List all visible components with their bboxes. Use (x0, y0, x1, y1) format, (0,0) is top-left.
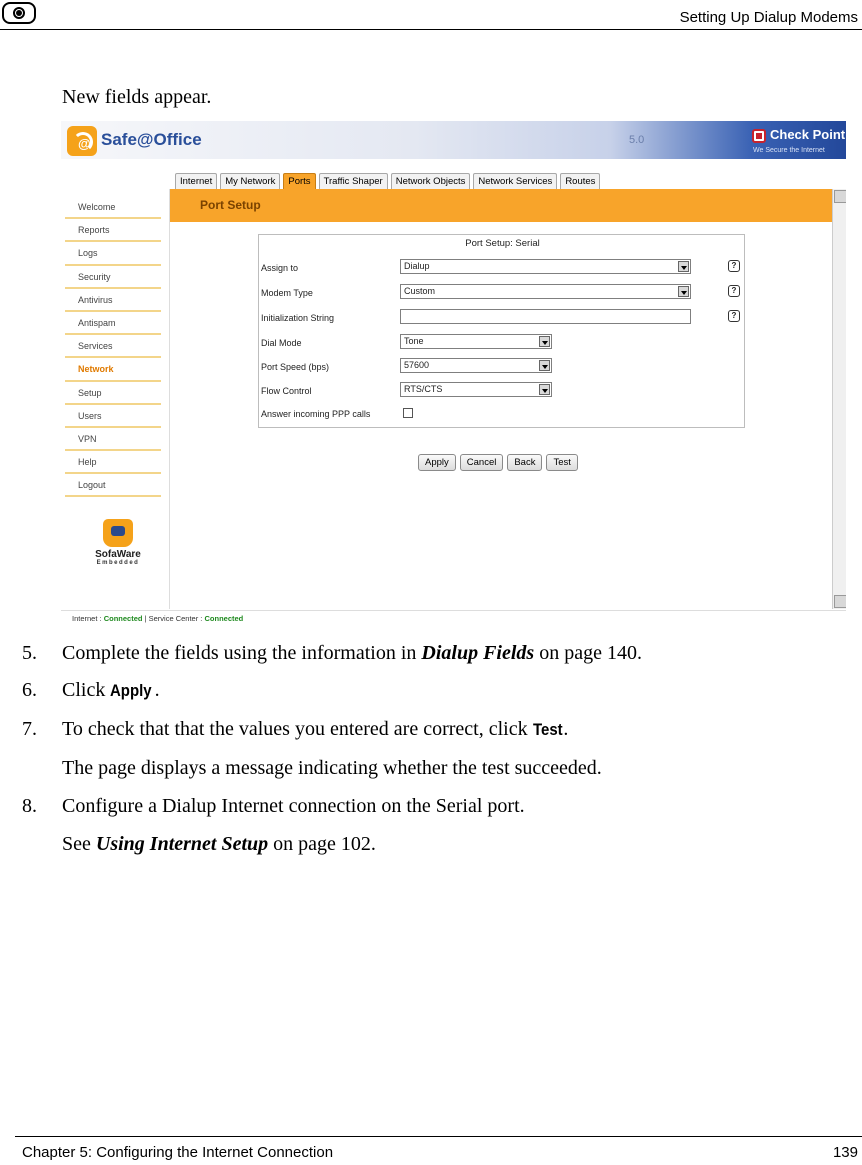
dial-mode-value: Tone (404, 336, 424, 346)
step-7-note: The page displays a message indicating whether the test succeeded. (62, 757, 602, 779)
header-title: Setting Up Dialup Modems (679, 9, 858, 26)
flow-control-label: Flow Control (261, 386, 312, 396)
port-speed-select[interactable] (400, 358, 552, 373)
step-7-text: To check that that the values you entered are correct, click (62, 718, 533, 740)
dropdown-arrow-icon (678, 261, 689, 272)
sofaware-logo-icon (103, 519, 133, 547)
footer-rule (15, 1136, 862, 1137)
step-7-period: . (563, 718, 569, 740)
tab-traffic-shaper[interactable]: Traffic Shaper (319, 173, 388, 189)
service-center-value: Connected (204, 614, 244, 623)
answer-ppp-label: Answer incoming PPP calls (261, 409, 371, 419)
internet-status-value: Connected (103, 614, 143, 623)
screenshot (61, 121, 846, 624)
row-modem-type (261, 282, 742, 304)
back-button[interactable]: Back (507, 454, 542, 471)
row-dial-mode (261, 332, 742, 354)
step-8: Configure a Dialup Internet connection on the Serial port. (62, 795, 525, 817)
dialup-fields-link[interactable]: Dialup Fields (421, 642, 535, 664)
assign-to-label: Assign to (261, 263, 299, 273)
modem-type-label: Modem Type (261, 288, 313, 298)
page-number: 139 (832, 1144, 858, 1161)
tab-my-network[interactable]: My Network (220, 173, 280, 189)
sofaware-sub: Embedded (96, 560, 140, 566)
modem-type-value: Custom (404, 286, 436, 296)
sidebar-item-welcome[interactable]: Welcome (65, 196, 161, 219)
sidebar-item-vpn[interactable]: VPN (65, 428, 161, 451)
modem-type-select[interactable] (400, 284, 691, 299)
flow-control-value: RTS/CTS (404, 384, 443, 394)
test-button[interactable]: Test (546, 454, 577, 471)
internet-status-label: Internet : (72, 614, 102, 623)
row-port-speed (261, 356, 742, 378)
tab-network-services[interactable]: Network Services (473, 173, 557, 189)
step-8-number: 8. (22, 795, 37, 817)
apply-ui-label: Apply (110, 681, 152, 700)
step-6-text: Click (62, 679, 111, 701)
note-icon (2, 2, 36, 24)
header-rule (0, 29, 862, 30)
help-icon[interactable]: ? (728, 310, 740, 322)
top-tabs (175, 173, 600, 189)
vendor-name: Check Point (770, 127, 846, 142)
content-scrollbar[interactable] (832, 189, 846, 609)
port-speed-label: Port Speed (bps) (261, 362, 330, 372)
dropdown-arrow-icon (539, 360, 550, 371)
step-7-number: 7. (22, 718, 37, 740)
row-answer-ppp (261, 403, 742, 425)
init-string-input[interactable] (400, 309, 691, 324)
sidebar-item-logout[interactable]: Logout (65, 474, 161, 497)
sidebar-item-help[interactable]: Help (65, 451, 161, 474)
assign-to-select[interactable] (400, 259, 691, 274)
footer-chapter: Chapter 5: Configuring the Internet Connection (22, 1144, 334, 1161)
help-icon[interactable]: ? (728, 285, 740, 297)
step-5-text: Complete the fields using the information in (62, 642, 422, 664)
sidebar-item-antivirus[interactable]: Antivirus (65, 289, 161, 312)
step-5 (62, 642, 642, 665)
port-speed-value: 57600 (404, 360, 430, 370)
version-label: 5.0 (629, 134, 645, 146)
step-6-number: 6. (22, 679, 37, 701)
sidebar-item-services[interactable]: Services (65, 335, 161, 358)
dial-mode-select[interactable] (400, 334, 552, 349)
assign-to-value: Dialup (404, 261, 430, 271)
status-bar: Internet : Connected | Service Center : Connected (61, 610, 846, 624)
flow-control-select[interactable] (400, 382, 552, 397)
test-ui-label: Test (532, 720, 563, 739)
row-assign-to (261, 257, 742, 279)
tab-network-objects[interactable]: Network Objects (391, 173, 471, 189)
app-banner (61, 121, 846, 159)
row-init-string (261, 307, 742, 329)
sidebar-item-antispam[interactable]: Antispam (65, 312, 161, 335)
tab-internet[interactable]: Internet (175, 173, 217, 189)
form-title: Port Setup: Serial (465, 238, 540, 249)
page-title: Port Setup (200, 198, 261, 212)
apply-button[interactable]: Apply (418, 454, 456, 471)
step-5-page-ref: on page 140. (534, 642, 642, 664)
brand-name: Safe@Office (101, 130, 202, 149)
internet-setup-link[interactable]: Using Internet Setup (95, 833, 269, 855)
sidebar (65, 196, 161, 497)
init-string-label: Initialization String (261, 313, 335, 323)
cancel-button[interactable]: Cancel (460, 454, 504, 471)
sidebar-item-reports[interactable]: Reports (65, 219, 161, 242)
sofaware-branding (83, 519, 153, 566)
step-5-number: 5. (22, 642, 37, 664)
dropdown-arrow-icon (678, 286, 689, 297)
answer-ppp-checkbox[interactable] (403, 408, 413, 418)
see-page-ref: on page 102. (268, 833, 376, 855)
content-panel (169, 189, 832, 609)
port-setup-form (258, 234, 745, 428)
page-header (0, 0, 862, 31)
dropdown-arrow-icon (539, 384, 550, 395)
step-8-see-also (62, 833, 376, 856)
tab-routes[interactable]: Routes (560, 173, 600, 189)
step-7 (62, 718, 568, 741)
check-point-logo-icon (752, 129, 766, 143)
dial-mode-label: Dial Mode (261, 338, 302, 348)
intro-text: New fields appear. (62, 86, 212, 108)
sidebar-item-security[interactable]: Security (65, 266, 161, 289)
row-flow-control (261, 380, 742, 402)
help-icon[interactable]: ? (728, 260, 740, 272)
sidebar-item-logs[interactable]: Logs (65, 242, 161, 265)
step-6-period: . (154, 679, 160, 701)
sidebar-item-setup[interactable]: Setup (65, 382, 161, 405)
dropdown-arrow-icon (539, 336, 550, 347)
safe-office-logo-icon (67, 126, 97, 156)
page-footer (0, 1136, 862, 1165)
service-center-label: Service Center : (148, 614, 203, 623)
content-title-bar (170, 189, 833, 222)
step-6 (62, 679, 160, 702)
vendor-tagline: We Secure the Internet (753, 147, 825, 154)
tab-ports[interactable]: Ports (283, 173, 315, 189)
sofaware-name: SofaWare (95, 549, 141, 560)
sidebar-item-network[interactable]: Network (65, 358, 161, 381)
see-text: See (62, 833, 96, 855)
form-buttons (418, 454, 578, 471)
sidebar-item-users[interactable]: Users (65, 405, 161, 428)
